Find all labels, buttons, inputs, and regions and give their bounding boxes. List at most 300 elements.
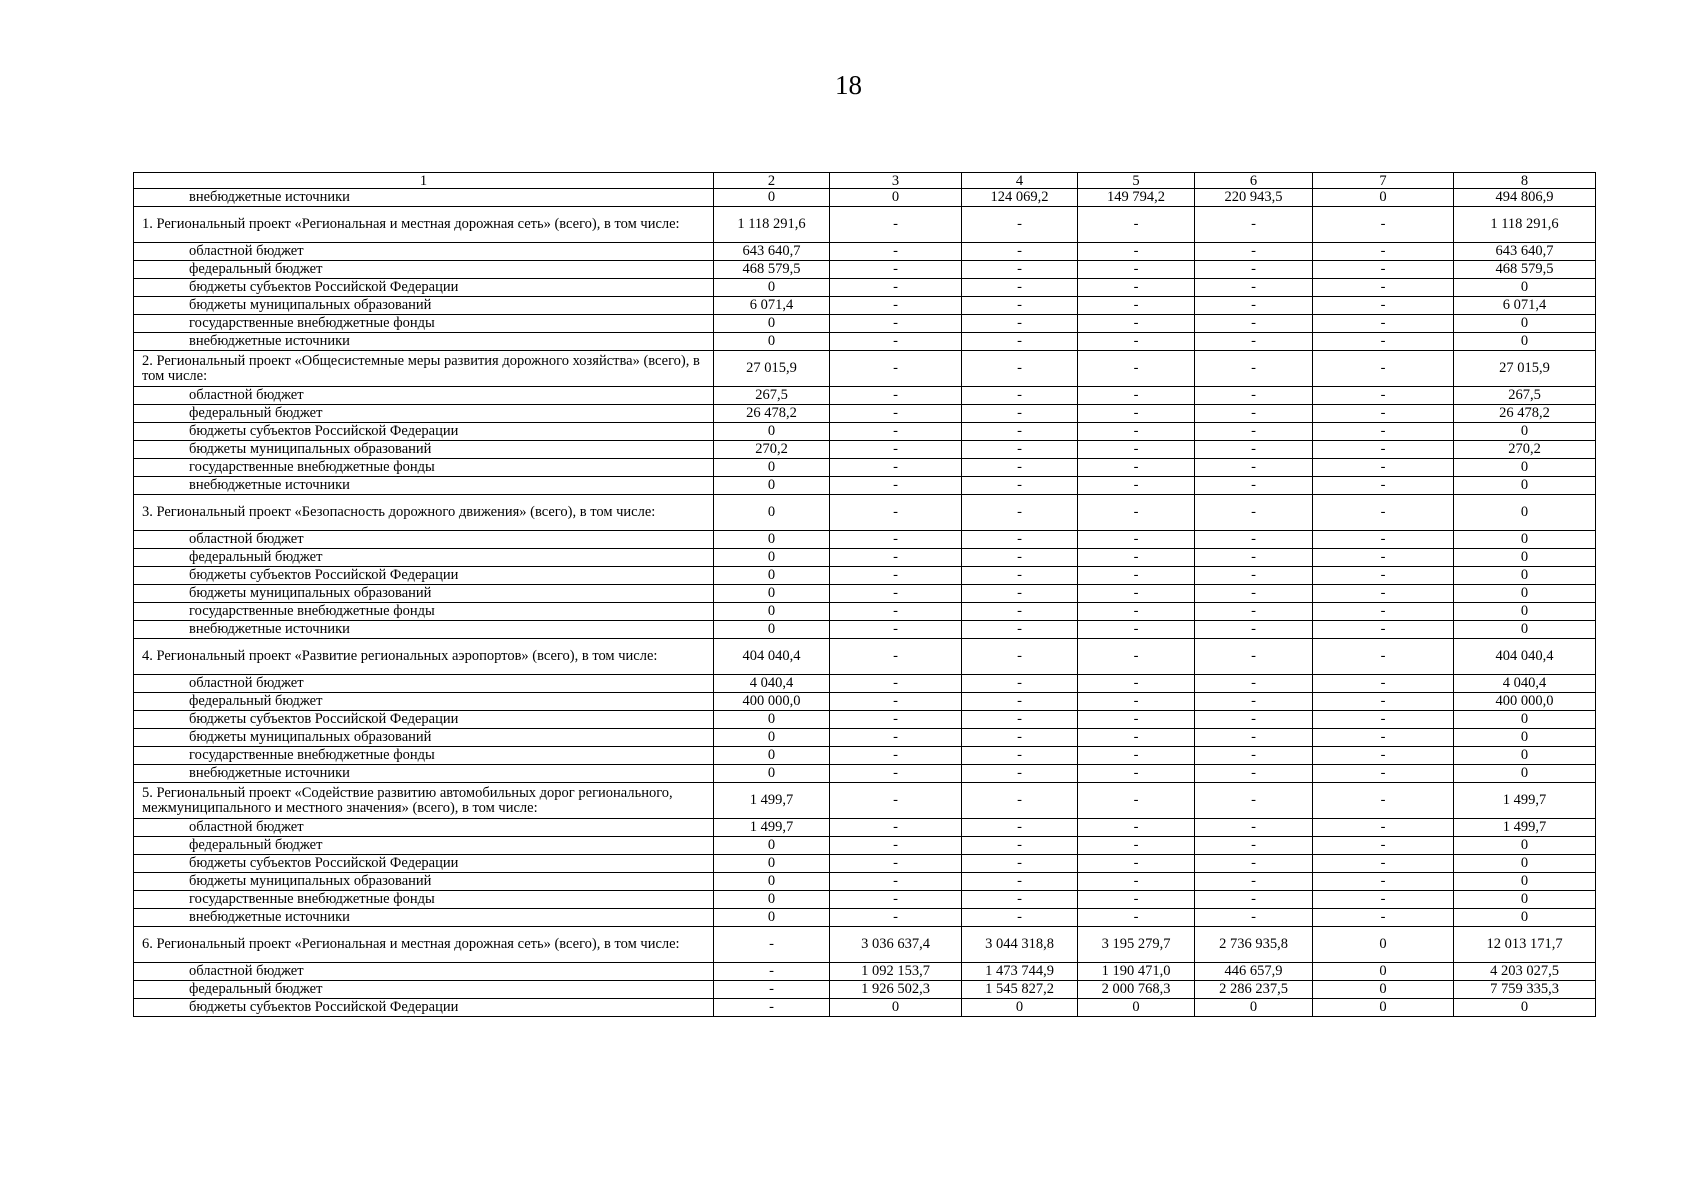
- project-row: [134, 351, 1596, 387]
- value-cell: -: [830, 675, 962, 693]
- value-cell: 1 473 744,9: [962, 963, 1078, 981]
- value-cell: 0: [714, 855, 830, 873]
- row-label-cell: внебюджетные источники: [134, 765, 714, 783]
- value-cell: -: [1078, 603, 1195, 621]
- value-cell: -: [830, 279, 962, 297]
- project-row: [134, 207, 1596, 243]
- value-cell: -: [830, 531, 962, 549]
- value-cell: -: [830, 207, 962, 243]
- value-cell: 3 195 279,7: [1078, 927, 1195, 963]
- row-label-cell: государственные внебюджетные фонды: [134, 603, 714, 621]
- funding-source-row: [134, 855, 1596, 873]
- funding-source-row: [134, 621, 1596, 639]
- value-cell: -: [1078, 873, 1195, 891]
- value-cell: -: [1313, 909, 1454, 927]
- value-cell: 0: [1313, 927, 1454, 963]
- value-cell: -: [962, 837, 1078, 855]
- funding-source-row: [134, 261, 1596, 279]
- value-cell: -: [830, 405, 962, 423]
- value-cell: 446 657,9: [1195, 963, 1313, 981]
- value-cell: -: [1313, 873, 1454, 891]
- value-cell: -: [1313, 711, 1454, 729]
- value-cell: -: [1078, 855, 1195, 873]
- row-label-cell: государственные внебюджетные фонды: [134, 315, 714, 333]
- funding-source-row: [134, 999, 1596, 1017]
- value-cell: -: [830, 459, 962, 477]
- value-cell: -: [1195, 693, 1313, 711]
- value-cell: -: [1078, 747, 1195, 765]
- value-cell: -: [1078, 819, 1195, 837]
- project-row: [134, 495, 1596, 531]
- value-cell: 26 478,2: [714, 405, 830, 423]
- row-label-cell: внебюджетные источники: [134, 621, 714, 639]
- row-label-cell: внебюджетные источники: [134, 333, 714, 351]
- value-cell: -: [962, 729, 1078, 747]
- value-cell: -: [830, 693, 962, 711]
- value-cell: -: [1078, 279, 1195, 297]
- value-cell: 0: [714, 621, 830, 639]
- row-label-cell: бюджеты субъектов Российской Федерации: [134, 711, 714, 729]
- row-label-cell: бюджеты муниципальных образований: [134, 729, 714, 747]
- value-cell: -: [1313, 549, 1454, 567]
- value-cell: -: [1313, 423, 1454, 441]
- row-label-cell: областной бюджет: [134, 819, 714, 837]
- column-number-cell: 3: [830, 173, 962, 189]
- value-cell: -: [962, 819, 1078, 837]
- row-label-cell: областной бюджет: [134, 387, 714, 405]
- value-cell: -: [1078, 477, 1195, 495]
- value-cell: -: [962, 387, 1078, 405]
- value-cell: 0: [714, 567, 830, 585]
- funding-source-row: [134, 603, 1596, 621]
- value-cell: -: [962, 603, 1078, 621]
- value-cell: 0: [1078, 999, 1195, 1017]
- value-cell: 0: [1454, 459, 1596, 477]
- value-cell: -: [1078, 675, 1195, 693]
- funding-source-row: [134, 567, 1596, 585]
- row-label-cell: бюджеты субъектов Российской Федерации: [134, 423, 714, 441]
- value-cell: 1 499,7: [1454, 819, 1596, 837]
- value-cell: 468 579,5: [714, 261, 830, 279]
- value-cell: -: [830, 783, 962, 819]
- funding-source-row: [134, 819, 1596, 837]
- funding-source-row: [134, 441, 1596, 459]
- funding-source-row: [134, 243, 1596, 261]
- funding-source-row: [134, 765, 1596, 783]
- value-cell: -: [830, 621, 962, 639]
- value-cell: -: [1078, 243, 1195, 261]
- funding-source-row: [134, 189, 1596, 207]
- row-label-cell: бюджеты муниципальных образований: [134, 441, 714, 459]
- column-number-cell: 1: [134, 173, 714, 189]
- value-cell: -: [1195, 819, 1313, 837]
- value-cell: -: [1195, 387, 1313, 405]
- value-cell: -: [962, 441, 1078, 459]
- value-cell: -: [1313, 495, 1454, 531]
- value-cell: -: [962, 207, 1078, 243]
- funding-source-row: [134, 405, 1596, 423]
- value-cell: 7 759 335,3: [1454, 981, 1596, 999]
- row-label-cell: федеральный бюджет: [134, 549, 714, 567]
- value-cell: 0: [714, 423, 830, 441]
- value-cell: 0: [1313, 999, 1454, 1017]
- value-cell: -: [1313, 351, 1454, 387]
- value-cell: 0: [714, 549, 830, 567]
- value-cell: -: [1195, 873, 1313, 891]
- value-cell: -: [962, 459, 1078, 477]
- value-cell: -: [962, 549, 1078, 567]
- column-number-cell: 6: [1195, 173, 1313, 189]
- value-cell: -: [714, 981, 830, 999]
- funding-source-row: [134, 423, 1596, 441]
- value-cell: -: [830, 747, 962, 765]
- value-cell: -: [830, 351, 962, 387]
- value-cell: -: [830, 495, 962, 531]
- value-cell: -: [1195, 585, 1313, 603]
- budget-table: [133, 172, 1596, 1017]
- funding-source-row: [134, 909, 1596, 927]
- value-cell: -: [1313, 333, 1454, 351]
- value-cell: -: [1078, 387, 1195, 405]
- value-cell: -: [1313, 675, 1454, 693]
- value-cell: -: [1313, 387, 1454, 405]
- value-cell: -: [830, 549, 962, 567]
- row-label-cell: бюджеты муниципальных образований: [134, 297, 714, 315]
- value-cell: 494 806,9: [1454, 189, 1596, 207]
- row-label-cell: областной бюджет: [134, 963, 714, 981]
- value-cell: -: [1078, 405, 1195, 423]
- value-cell: 267,5: [714, 387, 830, 405]
- funding-source-row: [134, 837, 1596, 855]
- value-cell: 0: [1454, 873, 1596, 891]
- value-cell: -: [1078, 459, 1195, 477]
- value-cell: -: [1078, 423, 1195, 441]
- value-cell: 0: [1454, 603, 1596, 621]
- value-cell: -: [1195, 711, 1313, 729]
- row-label-cell: бюджеты субъектов Российской Федерации: [134, 567, 714, 585]
- value-cell: 0: [830, 189, 962, 207]
- value-cell: 0: [1454, 891, 1596, 909]
- value-cell: -: [1078, 837, 1195, 855]
- value-cell: -: [1078, 693, 1195, 711]
- funding-source-row: [134, 585, 1596, 603]
- value-cell: -: [830, 603, 962, 621]
- value-cell: -: [830, 891, 962, 909]
- value-cell: -: [962, 261, 1078, 279]
- value-cell: -: [1195, 549, 1313, 567]
- value-cell: -: [1195, 909, 1313, 927]
- value-cell: 12 013 171,7: [1454, 927, 1596, 963]
- value-cell: 0: [714, 189, 830, 207]
- column-number-cell: 4: [962, 173, 1078, 189]
- value-cell: -: [1078, 711, 1195, 729]
- funding-source-row: [134, 963, 1596, 981]
- funding-source-row: [134, 387, 1596, 405]
- value-cell: -: [1078, 765, 1195, 783]
- value-cell: -: [1195, 333, 1313, 351]
- row-label-cell: государственные внебюджетные фонды: [134, 747, 714, 765]
- row-label-cell: государственные внебюджетные фонды: [134, 459, 714, 477]
- value-cell: -: [830, 585, 962, 603]
- value-cell: -: [1195, 675, 1313, 693]
- value-cell: -: [1078, 639, 1195, 675]
- value-cell: 0: [714, 315, 830, 333]
- column-number-cell: 2: [714, 173, 830, 189]
- row-label-cell: 6. Региональный проект «Региональная и местная дорожная сеть» (всего), в том числе:: [134, 927, 714, 963]
- value-cell: 1 190 471,0: [1078, 963, 1195, 981]
- value-cell: 4 040,4: [714, 675, 830, 693]
- value-cell: 0: [1454, 729, 1596, 747]
- value-cell: 1 499,7: [1454, 783, 1596, 819]
- value-cell: -: [1313, 693, 1454, 711]
- value-cell: 2 286 237,5: [1195, 981, 1313, 999]
- funding-source-row: [134, 531, 1596, 549]
- value-cell: -: [1313, 315, 1454, 333]
- value-cell: -: [1195, 621, 1313, 639]
- row-label-cell: 3. Региональный проект «Безопасность дорожного движения» (всего), в том числе:: [134, 495, 714, 531]
- row-label-cell: внебюджетные источники: [134, 477, 714, 495]
- value-cell: 0: [1454, 495, 1596, 531]
- value-cell: -: [962, 855, 1078, 873]
- value-cell: -: [1078, 531, 1195, 549]
- row-label-cell: федеральный бюджет: [134, 981, 714, 999]
- value-cell: 0: [714, 459, 830, 477]
- value-cell: -: [1195, 603, 1313, 621]
- value-cell: -: [830, 423, 962, 441]
- funding-source-row: [134, 549, 1596, 567]
- value-cell: 0: [1454, 711, 1596, 729]
- value-cell: 2 000 768,3: [1078, 981, 1195, 999]
- value-cell: -: [1313, 639, 1454, 675]
- value-cell: 27 015,9: [714, 351, 830, 387]
- value-cell: -: [1195, 495, 1313, 531]
- value-cell: -: [962, 909, 1078, 927]
- funding-source-row: [134, 279, 1596, 297]
- value-cell: 1 118 291,6: [1454, 207, 1596, 243]
- value-cell: -: [714, 999, 830, 1017]
- value-cell: -: [1078, 621, 1195, 639]
- value-cell: -: [1313, 567, 1454, 585]
- value-cell: -: [830, 333, 962, 351]
- value-cell: -: [1195, 423, 1313, 441]
- value-cell: -: [962, 423, 1078, 441]
- value-cell: 0: [1454, 315, 1596, 333]
- funding-source-row: [134, 873, 1596, 891]
- value-cell: 0: [1313, 189, 1454, 207]
- row-label-cell: бюджеты муниципальных образований: [134, 585, 714, 603]
- value-cell: -: [1313, 405, 1454, 423]
- value-cell: -: [1313, 297, 1454, 315]
- value-cell: -: [714, 927, 830, 963]
- funding-source-row: [134, 459, 1596, 477]
- value-cell: -: [962, 351, 1078, 387]
- value-cell: 27 015,9: [1454, 351, 1596, 387]
- value-cell: -: [830, 297, 962, 315]
- funding-source-row: [134, 693, 1596, 711]
- value-cell: -: [962, 711, 1078, 729]
- value-cell: 0: [1454, 279, 1596, 297]
- value-cell: -: [1195, 567, 1313, 585]
- funding-source-row: [134, 747, 1596, 765]
- value-cell: 4 203 027,5: [1454, 963, 1596, 981]
- value-cell: 0: [714, 585, 830, 603]
- value-cell: 3 036 637,4: [830, 927, 962, 963]
- value-cell: 1 092 153,7: [830, 963, 962, 981]
- value-cell: 0: [714, 477, 830, 495]
- value-cell: -: [1313, 459, 1454, 477]
- funding-source-row: [134, 729, 1596, 747]
- value-cell: -: [1313, 729, 1454, 747]
- value-cell: -: [962, 765, 1078, 783]
- value-cell: -: [1195, 747, 1313, 765]
- value-cell: -: [962, 621, 1078, 639]
- value-cell: 468 579,5: [1454, 261, 1596, 279]
- row-label-cell: 4. Региональный проект «Развитие региональных аэропортов» (всего), в том числе:: [134, 639, 714, 675]
- funding-source-row: [134, 315, 1596, 333]
- value-cell: -: [830, 819, 962, 837]
- funding-source-row: [134, 981, 1596, 999]
- value-cell: 270,2: [714, 441, 830, 459]
- value-cell: 0: [1454, 423, 1596, 441]
- value-cell: -: [1195, 207, 1313, 243]
- value-cell: -: [962, 333, 1078, 351]
- value-cell: -: [1313, 837, 1454, 855]
- value-cell: -: [962, 639, 1078, 675]
- value-cell: 0: [714, 765, 830, 783]
- value-cell: 0: [1313, 963, 1454, 981]
- value-cell: -: [1195, 531, 1313, 549]
- value-cell: 0: [714, 747, 830, 765]
- value-cell: -: [1078, 567, 1195, 585]
- value-cell: -: [1195, 243, 1313, 261]
- value-cell: -: [1195, 855, 1313, 873]
- value-cell: 3 044 318,8: [962, 927, 1078, 963]
- row-label-cell: внебюджетные источники: [134, 189, 714, 207]
- project-row: [134, 783, 1596, 819]
- project-row: [134, 639, 1596, 675]
- value-cell: 1 926 502,3: [830, 981, 962, 999]
- row-label-cell: 5. Региональный проект «Содействие развитию автомобильных дорог регионального, межмуниципального и местного значения» (всего), в том числе:: [134, 783, 714, 819]
- value-cell: -: [1078, 783, 1195, 819]
- value-cell: -: [1195, 279, 1313, 297]
- value-cell: -: [1313, 243, 1454, 261]
- value-cell: -: [962, 315, 1078, 333]
- value-cell: -: [962, 747, 1078, 765]
- value-cell: -: [1313, 531, 1454, 549]
- value-cell: -: [1078, 207, 1195, 243]
- value-cell: 0: [1454, 549, 1596, 567]
- value-cell: -: [830, 441, 962, 459]
- value-cell: 149 794,2: [1078, 189, 1195, 207]
- row-label-cell: федеральный бюджет: [134, 693, 714, 711]
- row-label-cell: бюджеты субъектов Российской Федерации: [134, 855, 714, 873]
- value-cell: 0: [962, 999, 1078, 1017]
- value-cell: -: [830, 909, 962, 927]
- value-cell: -: [1195, 783, 1313, 819]
- value-cell: -: [1313, 783, 1454, 819]
- value-cell: -: [1313, 819, 1454, 837]
- value-cell: -: [1078, 351, 1195, 387]
- value-cell: 400 000,0: [1454, 693, 1596, 711]
- value-cell: -: [1195, 477, 1313, 495]
- value-cell: -: [1078, 441, 1195, 459]
- value-cell: 0: [1454, 585, 1596, 603]
- value-cell: 270,2: [1454, 441, 1596, 459]
- value-cell: -: [962, 783, 1078, 819]
- value-cell: -: [830, 873, 962, 891]
- value-cell: 4 040,4: [1454, 675, 1596, 693]
- value-cell: 0: [1313, 981, 1454, 999]
- row-label-cell: 1. Региональный проект «Региональная и местная дорожная сеть» (всего), в том числе:: [134, 207, 714, 243]
- value-cell: -: [1078, 495, 1195, 531]
- value-cell: 0: [1454, 621, 1596, 639]
- value-cell: -: [1313, 279, 1454, 297]
- value-cell: -: [1195, 729, 1313, 747]
- value-cell: -: [830, 243, 962, 261]
- value-cell: 1 499,7: [714, 783, 830, 819]
- value-cell: -: [1313, 261, 1454, 279]
- funding-source-row: [134, 675, 1596, 693]
- value-cell: -: [1078, 315, 1195, 333]
- value-cell: -: [1195, 765, 1313, 783]
- value-cell: -: [962, 495, 1078, 531]
- funding-source-row: [134, 477, 1596, 495]
- value-cell: 0: [1454, 747, 1596, 765]
- value-cell: 124 069,2: [962, 189, 1078, 207]
- value-cell: -: [962, 675, 1078, 693]
- row-label-cell: федеральный бюджет: [134, 837, 714, 855]
- value-cell: 404 040,4: [714, 639, 830, 675]
- value-cell: 0: [1454, 477, 1596, 495]
- value-cell: -: [830, 639, 962, 675]
- row-label-cell: федеральный бюджет: [134, 405, 714, 423]
- value-cell: -: [962, 297, 1078, 315]
- value-cell: -: [830, 855, 962, 873]
- row-label-cell: государственные внебюджетные фонды: [134, 891, 714, 909]
- value-cell: 26 478,2: [1454, 405, 1596, 423]
- page-number: 18: [835, 70, 862, 100]
- value-cell: -: [1313, 585, 1454, 603]
- row-label-cell: областной бюджет: [134, 675, 714, 693]
- value-cell: 0: [1454, 999, 1596, 1017]
- value-cell: 400 000,0: [714, 693, 830, 711]
- funding-source-row: [134, 711, 1596, 729]
- value-cell: -: [962, 279, 1078, 297]
- funding-source-row: [134, 891, 1596, 909]
- value-cell: 0: [714, 603, 830, 621]
- value-cell: -: [1078, 729, 1195, 747]
- value-cell: 0: [1454, 837, 1596, 855]
- project-row: [134, 927, 1596, 963]
- value-cell: 0: [714, 837, 830, 855]
- value-cell: -: [1313, 207, 1454, 243]
- value-cell: -: [1313, 477, 1454, 495]
- value-cell: -: [1078, 261, 1195, 279]
- value-cell: 0: [714, 531, 830, 549]
- column-number-cell: 8: [1454, 173, 1596, 189]
- value-cell: -: [962, 585, 1078, 603]
- value-cell: -: [1195, 459, 1313, 477]
- value-cell: 1 545 827,2: [962, 981, 1078, 999]
- value-cell: -: [1078, 891, 1195, 909]
- value-cell: -: [1195, 891, 1313, 909]
- value-cell: -: [1195, 639, 1313, 675]
- value-cell: -: [962, 477, 1078, 495]
- value-cell: 0: [714, 873, 830, 891]
- value-cell: 0: [830, 999, 962, 1017]
- table-header-row: [134, 173, 1596, 189]
- row-label-cell: 2. Региональный проект «Общесистемные меры развития дорожного хозяйства» (всего), в том числе:: [134, 351, 714, 387]
